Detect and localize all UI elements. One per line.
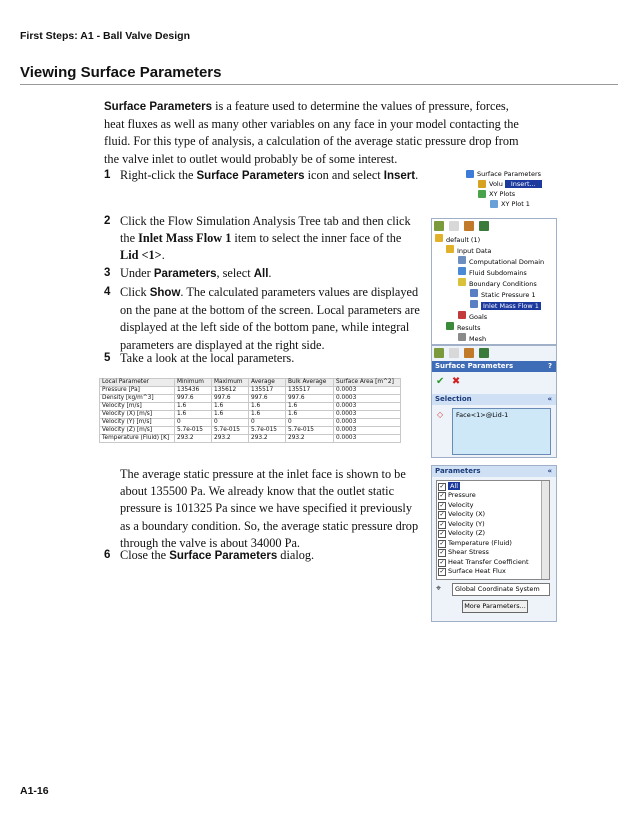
- mesh-icon: [458, 333, 466, 341]
- tree-label: Boundary Conditions: [469, 280, 537, 288]
- insert-menu-item[interactable]: Insert...: [505, 180, 542, 188]
- parameters-list[interactable]: [436, 480, 550, 580]
- step-text: .: [415, 168, 419, 182]
- checkbox-icon[interactable]: ✓: [439, 492, 445, 499]
- table-cell: 1.6: [212, 403, 249, 411]
- step-number: 1: [104, 169, 111, 181]
- table-cell: 0: [212, 419, 249, 427]
- tree-item-boundary-conditions[interactable]: [458, 278, 537, 288]
- table-cell: 293.2: [249, 435, 286, 443]
- tree-label: Mesh: [469, 335, 487, 343]
- step-text: dialog.: [277, 548, 315, 562]
- table-row: [100, 387, 401, 395]
- param-label: Pressure: [448, 491, 476, 499]
- table-cell: 1.6: [249, 403, 286, 411]
- more-parameters-button[interactable]: More Parameters...: [462, 600, 528, 613]
- face-selection-icon: ◇: [437, 410, 444, 419]
- table-cell: Velocity (X) [m/s]: [100, 411, 175, 419]
- section-label: Selection: [435, 395, 472, 403]
- coordinate-system-icon: ⌖: [436, 584, 442, 594]
- table-cell: 0.0003: [334, 419, 401, 427]
- tree-label: Results: [457, 324, 481, 332]
- tree-item-surface-parameters[interactable]: [466, 170, 541, 178]
- step-text: .: [268, 266, 272, 280]
- tree-item-static-pressure[interactable]: [470, 289, 536, 299]
- table-row: [100, 403, 401, 411]
- table-cell: 997.6: [175, 395, 212, 403]
- tree-item-results[interactable]: [446, 322, 480, 332]
- param-item[interactable]: [438, 539, 512, 548]
- step-term: Surface Parameters: [169, 550, 278, 562]
- table-row: [100, 419, 401, 427]
- table-cell: Temperature (Fluid) [K]: [100, 435, 175, 443]
- selection-list-box[interactable]: [452, 408, 551, 455]
- flow-simulation-tab-icon[interactable]: [479, 221, 489, 231]
- param-label: Velocity (Y): [448, 519, 485, 528]
- tree-root[interactable]: [435, 234, 480, 244]
- selected-face[interactable]: Face<1>@Lid-1: [456, 411, 509, 419]
- table-cell: 1.6: [249, 411, 286, 419]
- configuration-tab-icon[interactable]: [464, 221, 474, 231]
- column-header: Local Parameter: [100, 379, 175, 387]
- goals-icon: [458, 311, 466, 319]
- checkbox-icon[interactable]: ✓: [439, 511, 445, 518]
- collapse-icon[interactable]: «: [547, 467, 552, 475]
- flow-simulation-tab-icon[interactable]: [479, 348, 489, 358]
- table-cell: 0: [249, 419, 286, 427]
- tree-item-input-data[interactable]: [446, 245, 491, 255]
- table-cell: 1.6: [175, 411, 212, 419]
- param-item[interactable]: [438, 567, 506, 576]
- checkbox-icon[interactable]: ✓: [439, 558, 445, 566]
- tree-item-xy-plot-1[interactable]: [490, 200, 530, 208]
- param-item[interactable]: [438, 510, 485, 519]
- step-text: . The calculated parameters values are displayed on the pane at the bottom of the screen. Local parameters are displayed at the left side of the bottom pane, while integral parameters are displayed at the right side.: [120, 285, 420, 352]
- param-label: Velocity (X): [448, 510, 486, 518]
- intro-paragraph: [104, 98, 524, 168]
- tree-label: Surface Parameters: [477, 170, 542, 178]
- table-cell: Velocity [m/s]: [100, 403, 175, 411]
- configuration-tab-icon[interactable]: [464, 348, 474, 358]
- param-item-all[interactable]: [438, 482, 460, 491]
- param-item[interactable]: [438, 520, 485, 529]
- table-cell: 0.0003: [334, 387, 401, 395]
- step-term: Surface Parameters: [196, 170, 305, 182]
- tree-label: Input Data: [457, 247, 492, 255]
- step-text: Click the Flow Simulation Analysis Tree tab and then click the: [120, 214, 411, 246]
- section-label: Parameters: [435, 467, 481, 475]
- table-cell: 5.7e-015: [212, 427, 249, 435]
- table-cell: 0.0003: [334, 427, 401, 435]
- tree-item-computational-domain[interactable]: [458, 256, 544, 266]
- table-cell: 1.6: [286, 411, 334, 419]
- table-cell: 0.0003: [334, 435, 401, 443]
- coordinate-system-value: Global Coordinate System: [455, 585, 540, 593]
- running-header: First Steps: A1 - Ball Valve Design: [20, 30, 190, 42]
- column-header: Minimum: [175, 379, 212, 387]
- tree-label: Volu: [489, 180, 503, 188]
- parameters-section-header[interactable]: [432, 466, 556, 477]
- scrollbar[interactable]: [541, 481, 549, 579]
- table-cell: 135517: [249, 387, 286, 395]
- collapse-icon[interactable]: «: [547, 395, 552, 403]
- surface-parameters-icon: [466, 170, 474, 178]
- table-cell: 997.6: [212, 395, 249, 403]
- volume-icon: [478, 180, 486, 188]
- table-cell: 0.0003: [334, 395, 401, 403]
- step-text: item to select the inner face of the: [231, 231, 402, 246]
- table-cell: 5.7e-015: [249, 427, 286, 435]
- feature-tree-tab-icon[interactable]: [434, 348, 444, 358]
- table-cell: 0: [175, 419, 212, 427]
- boundary-conditions-icon: [458, 278, 466, 286]
- intro-term: Surface Parameters: [104, 101, 213, 113]
- tree-item-fluid-subdomains[interactable]: [458, 267, 527, 277]
- step-text: Close the: [120, 548, 170, 562]
- tree-item-volume[interactable]: [478, 180, 542, 188]
- tree-label: XY Plot 1: [501, 200, 530, 208]
- step-number: 3: [104, 267, 111, 279]
- local-parameters-table: [99, 378, 401, 443]
- table-row: [100, 427, 401, 435]
- table-cell: 0.0003: [334, 411, 401, 419]
- tree-item-goals[interactable]: [458, 311, 487, 321]
- table-cell: 293.2: [175, 435, 212, 443]
- table-header-row: [100, 379, 401, 387]
- tree-tab-bar: [434, 221, 492, 231]
- column-header: Average: [249, 379, 286, 387]
- xy-plots-icon: [478, 190, 486, 198]
- cancel-x-icon[interactable]: ✖: [451, 376, 461, 387]
- help-icon[interactable]: ?: [547, 362, 552, 370]
- heading-rule: [20, 84, 618, 85]
- step-text: .: [161, 248, 165, 263]
- panel-tab-bar: [434, 348, 492, 358]
- table-cell: 135612: [212, 387, 249, 395]
- param-item[interactable]: [438, 501, 474, 510]
- table-cell: Density [kg/m^3]: [100, 395, 175, 403]
- checkbox-icon[interactable]: ✓: [439, 568, 445, 575]
- fluid-subdomains-icon: [458, 267, 466, 275]
- checkbox-icon[interactable]: ✓: [439, 520, 445, 528]
- tree-item-inlet-mass-flow[interactable]: [470, 300, 541, 310]
- table-row: [100, 411, 401, 419]
- table-cell: 1.6: [175, 403, 212, 411]
- param-item[interactable]: [438, 529, 485, 538]
- checkbox-icon[interactable]: ✓: [439, 530, 445, 537]
- step-number: 6: [104, 549, 111, 561]
- context-menu-screenshot: [466, 168, 576, 218]
- xy-plot-icon: [490, 200, 498, 208]
- inlet-mass-flow-icon: [470, 300, 478, 308]
- param-label: Velocity (Z): [448, 529, 486, 537]
- step-term: Parameters: [153, 268, 217, 280]
- step-number: 5: [104, 352, 111, 364]
- page-number: A1-16: [20, 785, 49, 797]
- tree-label: Computational Domain: [469, 258, 545, 266]
- step-number: 2: [104, 215, 111, 227]
- checkbox-icon[interactable]: ✓: [439, 539, 445, 547]
- surface-parameters-panel: [431, 345, 557, 458]
- table-cell: 0.0003: [334, 403, 401, 411]
- table-cell: Velocity (Y) [m/s]: [100, 419, 175, 427]
- table-cell: 997.6: [286, 395, 334, 403]
- param-label: Heat Transfer Coefficient: [448, 557, 529, 566]
- tree-item-xy-plots[interactable]: [478, 190, 515, 198]
- intro-text: is a feature used to determine the values of pressure, forces, heat fluxes as well as many other variables on any face in your model contacting the fluid. For this type of analysis, a calculation of the average static pressure drop from the valve inlet to outlet would probably be of some interest.: [104, 99, 519, 166]
- step-term: Show: [149, 287, 181, 299]
- tree-label: Static Pressure 1: [481, 291, 536, 299]
- table-cell: 5.7e-015: [175, 427, 212, 435]
- param-label: Surface Heat Flux: [448, 567, 506, 575]
- step-number: 4: [104, 286, 111, 298]
- selection-section-header[interactable]: [432, 394, 556, 405]
- input-data-icon: [446, 245, 454, 253]
- step-text: Under: [120, 266, 154, 280]
- checkbox-icon[interactable]: ✓: [439, 549, 445, 556]
- table-cell: 293.2: [286, 435, 334, 443]
- results-icon: [446, 322, 454, 330]
- param-label: Shear Stress: [448, 548, 489, 556]
- step-text: Take a look at the local parameters.: [120, 351, 295, 365]
- project-icon: [435, 234, 443, 242]
- tree-label: Fluid Subdomains: [469, 269, 527, 277]
- column-header: Surface Area [m^2]: [334, 379, 401, 387]
- table-cell: 5.7e-015: [286, 427, 334, 435]
- step-term: Lid <1>: [120, 248, 162, 263]
- table-cell: 293.2: [212, 435, 249, 443]
- param-item[interactable]: [438, 558, 529, 567]
- tree-label: XY Plots: [489, 190, 516, 198]
- section-heading: Viewing Surface Parameters: [20, 64, 222, 81]
- step-text: , select: [216, 266, 254, 280]
- tree-label: Inlet Mass Flow 1: [483, 302, 539, 310]
- property-tab-icon[interactable]: [449, 348, 459, 358]
- analysis-tree-panel: [431, 218, 557, 345]
- table-cell: 0: [286, 419, 334, 427]
- tree-label: Goals: [469, 313, 488, 321]
- step-text: icon and select: [304, 168, 384, 182]
- feature-tree-tab-icon[interactable]: [434, 221, 444, 231]
- table-cell: 135436: [175, 387, 212, 395]
- table-cell: 135517: [286, 387, 334, 395]
- ok-checkmark-icon[interactable]: ✔: [436, 376, 445, 387]
- table-cell: 1.6: [286, 403, 334, 411]
- result-paragraph: The average static pressure at the inlet face is shown to be about 135500 Pa. We already know that the outlet static pressure is 101325 Pa since we have specified it previously as a boundary condition. So, the average static pressure drop through the valve is about 34000 Pa.: [120, 467, 419, 550]
- coordinate-system-field[interactable]: [452, 583, 550, 596]
- param-label: All: [450, 482, 459, 490]
- panel-title-bar: [432, 361, 556, 372]
- checkbox-icon[interactable]: ✓: [439, 501, 445, 509]
- step-term: All: [253, 268, 269, 280]
- table-cell: 997.6: [249, 395, 286, 403]
- param-item[interactable]: [438, 548, 489, 557]
- property-tab-icon[interactable]: [449, 221, 459, 231]
- table-cell: 1.6: [212, 411, 249, 419]
- step-term: Inlet Mass Flow 1: [138, 231, 232, 246]
- param-label: Velocity: [448, 500, 474, 509]
- computational-domain-icon: [458, 256, 466, 264]
- column-header: Bulk Average: [286, 379, 334, 387]
- tree-item-mesh[interactable]: [458, 333, 486, 343]
- param-label: Temperature (Fluid): [448, 538, 512, 547]
- static-pressure-icon: [470, 289, 478, 297]
- param-item[interactable]: [438, 491, 476, 500]
- step-text: Right-click the: [120, 168, 197, 182]
- table-cell: Pressure [Pa]: [100, 387, 175, 395]
- panel-title: Surface Parameters: [435, 362, 514, 370]
- parameters-panel: [431, 465, 557, 622]
- checkbox-icon[interactable]: ✓: [439, 483, 445, 490]
- table-row: [100, 435, 401, 443]
- tree-label: default (1): [446, 236, 481, 244]
- table-row: [100, 395, 401, 403]
- table-cell: Velocity (Z) [m/s]: [100, 427, 175, 435]
- column-header: Maximum: [212, 379, 249, 387]
- step-term: Insert: [383, 170, 416, 182]
- step-text: Click: [120, 285, 150, 299]
